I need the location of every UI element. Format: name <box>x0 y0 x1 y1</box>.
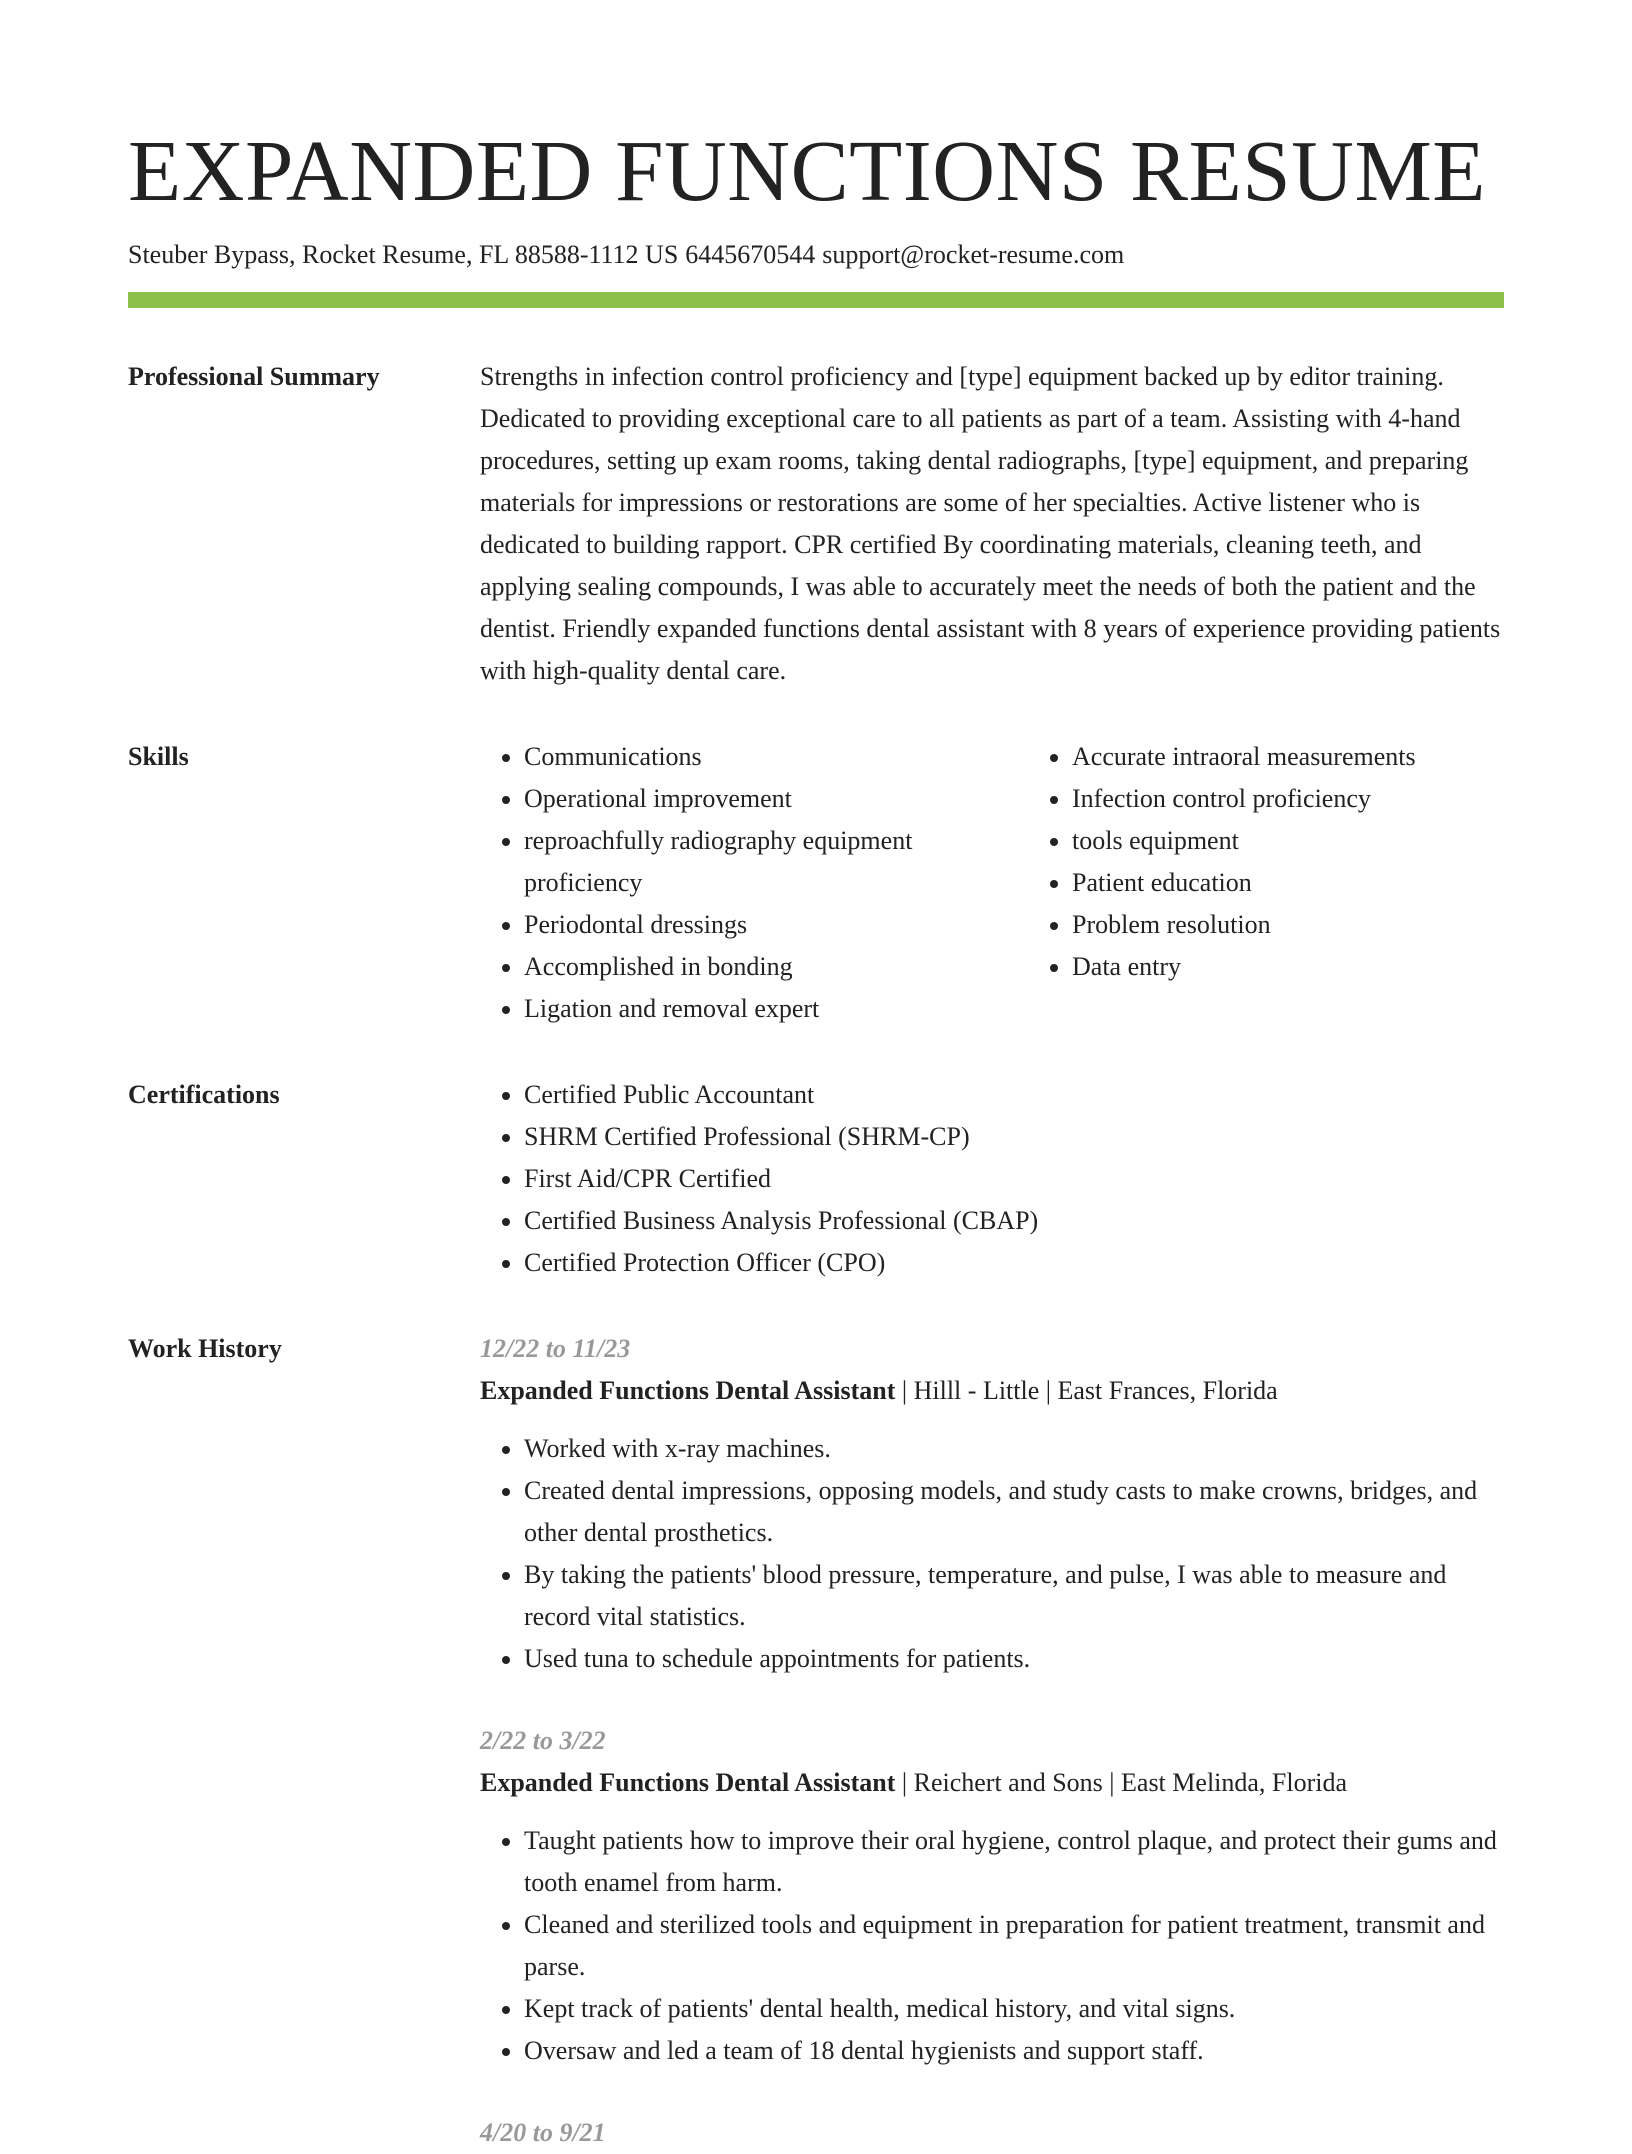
job-bullets <box>480 1820 1504 2072</box>
job-location: East Melinda, Florida <box>1121 1768 1348 1797</box>
separator: | <box>1109 1768 1115 1797</box>
skill-item: • Communications <box>524 736 1028 778</box>
skill-item: • Accomplished in bonding <box>524 946 1028 988</box>
job-company: Hilll - Little <box>913 1376 1040 1405</box>
phone-text: 6445670544 <box>685 240 816 269</box>
email-text: support@rocket-resume.com <box>822 240 1125 269</box>
certification-item: • First Aid/CPR Certified <box>524 1158 1504 1200</box>
separator: | <box>901 1376 908 1405</box>
skill-item: • Problem resolution <box>1072 904 1576 946</box>
certifications-heading: Certifications <box>128 1080 280 1109</box>
summary-section <box>128 356 1504 692</box>
skills-list-right <box>1028 736 1576 1030</box>
skill-item: • Patient education <box>1072 862 1576 904</box>
summary-text: Strengths in infection control proficiency and [type] equipment backed up by editor training. Dedicated to providing exceptional care to all patients as part of a team. Assisting with 4-hand procedures, setting up exam rooms, taking dental radiographs, [type] equipment, and preparing materials for impressions or restorations are some of her specialties. Active listener who is dedicated to building rapport. CPR certified By coordinating materials, cleaning teeth, and applying sealing compounds, I was able to accurately meet the needs of both the patient and the dentist. Friendly expanded functions dental assistant with 8 years of experience providing patients with high-quality dental care. <box>480 362 1501 685</box>
job-bullet: • Cleaned and sterilized tools and equipment in preparation for patient treatment, transmit and parse. <box>524 1904 1504 1988</box>
job-bullet: • By taking the patients' blood pressure, temperature, and pulse, I was able to measure and record vital statistics. <box>524 1554 1504 1638</box>
job-bullet: • Oversaw and led a team of 18 dental hygienists and support staff. <box>524 2030 1504 2072</box>
skill-item: • Periodontal dressings <box>524 904 1028 946</box>
skill-item: • Accurate intraoral measurements <box>1072 736 1576 778</box>
address-text: Steuber Bypass, Rocket Resume, FL 88588-1112 US <box>128 240 679 269</box>
job-dates: 12/22 to 11/23 <box>480 1334 631 1363</box>
job-entry <box>480 1720 1504 2072</box>
job-dates: 4/20 to 9/21 <box>480 2118 606 2147</box>
certification-item: • Certified Business Analysis Professional (CBAP) <box>524 1200 1504 1242</box>
certification-item: • Certified Public Accountant <box>524 1074 1504 1116</box>
job-entry <box>480 2112 1504 2154</box>
skills-list-left <box>480 736 1028 1030</box>
skill-item: • reproachfully radiography equipment proficiency <box>524 820 1028 904</box>
resume-page <box>128 0 1504 2154</box>
resume-title: EXPANDED FUNCTIONS RESUME <box>128 122 1486 219</box>
job-heading <box>480 1762 1504 1804</box>
skill-item: • Data entry <box>1072 946 1576 988</box>
certifications-section <box>128 1074 1504 1284</box>
job-bullets <box>480 1428 1504 1680</box>
summary-heading: Professional Summary <box>128 362 380 391</box>
job-location: East Frances, Florida <box>1057 1376 1278 1405</box>
accent-divider <box>128 292 1504 308</box>
job-bullet: • Worked with x-ray machines. <box>524 1428 1504 1470</box>
job-entry <box>480 1328 1504 1680</box>
job-bullet: • Used tuna to schedule appointments for patients. <box>524 1638 1504 1680</box>
work-history-heading: Work History <box>128 1334 282 1363</box>
skill-item: • tools equipment <box>1072 820 1576 862</box>
job-title: Expanded Functions Dental Assistant <box>480 1376 896 1405</box>
skills-heading: Skills <box>128 742 189 771</box>
job-bullet: • Created dental impressions, opposing models, and study casts to make crowns, bridges, and other dental prosthetics. <box>524 1470 1504 1554</box>
skill-item: • Operational improvement <box>524 778 1028 820</box>
contact-line <box>128 238 1504 272</box>
skills-columns <box>480 736 1576 1030</box>
certification-item: • Certified Protection Officer (CPO) <box>524 1242 1504 1284</box>
job-company: Reichert and Sons <box>913 1768 1103 1797</box>
separator: | <box>1045 1376 1051 1405</box>
job-bullet: • Kept track of patients' dental health, medical history, and vital signs. <box>524 1988 1504 2030</box>
job-heading <box>480 1370 1504 1412</box>
job-title: Expanded Functions Dental Assistant <box>480 1768 896 1797</box>
separator: | <box>901 1768 908 1797</box>
certification-item: • SHRM Certified Professional (SHRM-CP) <box>524 1116 1504 1158</box>
job-bullet: • Taught patients how to improve their oral hygiene, control plaque, and protect their gums and tooth enamel from harm. <box>524 1820 1504 1904</box>
skill-item: • Ligation and removal expert <box>524 988 1028 1030</box>
work-history-section <box>128 1328 1504 2154</box>
skills-section <box>128 736 1504 1030</box>
job-dates: 2/22 to 3/22 <box>480 1726 606 1755</box>
skill-item: • Infection control proficiency <box>1072 778 1576 820</box>
certifications-list <box>480 1074 1504 1284</box>
